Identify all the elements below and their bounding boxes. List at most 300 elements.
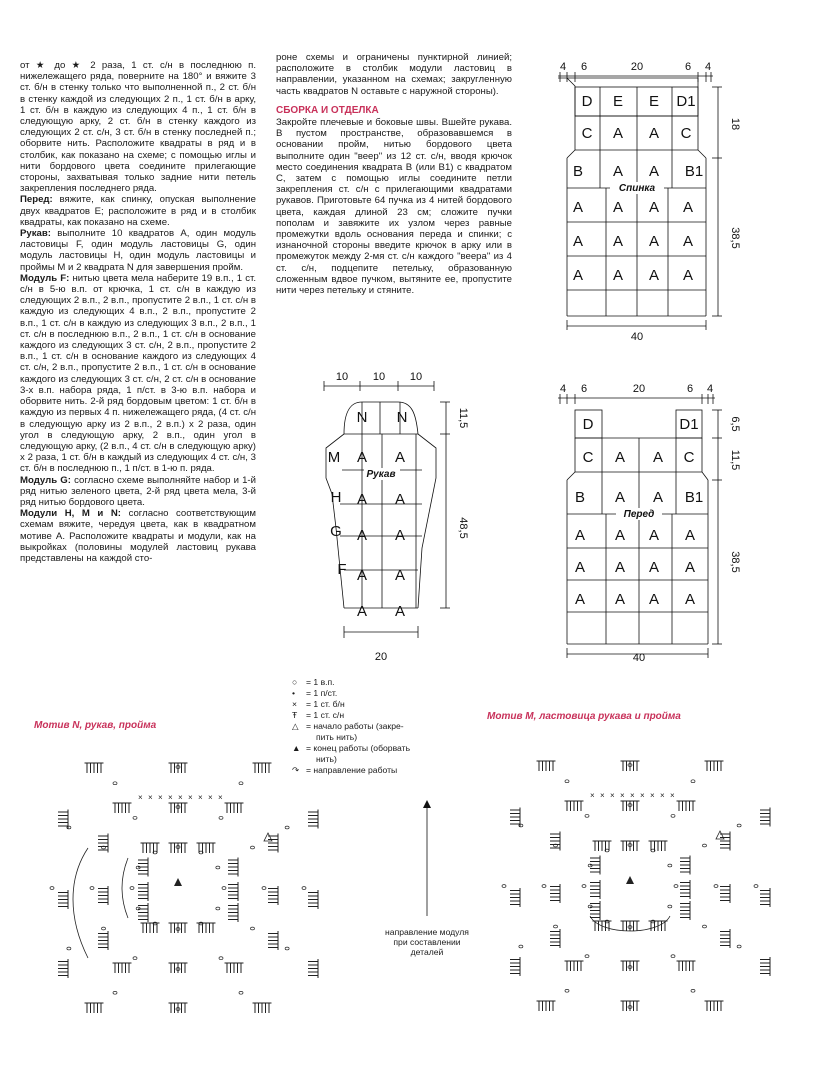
front-cell: A	[652, 448, 664, 466]
double-crochet-stitch	[621, 761, 626, 771]
double-crochet-stitch	[239, 963, 244, 973]
double-crochet-stitch	[621, 921, 626, 931]
double-crochet-stitch	[720, 846, 730, 851]
direction-note-line: при составлении	[393, 937, 461, 947]
double-crochet-stitch	[760, 822, 770, 827]
double-crochet-stitch	[228, 917, 238, 922]
module-f-text: нитью цвета мела наберите 19 в.п., 1 ст. с/н в 5-ю в.п. от крючка, 1 ст. с/н в каждую из следующих 2 в.п., 2 в.п., пропустите 2 в.п., 1 ст. с/н в каждую из следующих 4 в.п., 2 в.п., пропустите 2 в.п., 1 ст. с/н в каждую из следующих 3 в.п., 2 в.п., 1 ст. с/н в последнюю в.п., 2 в.п., 1 ст. с/н в основание каждого из следующих 3 ст. с/н, 2 в.п., пропустите 2 в.п., 1 ст. с/н в основание каждого из следующих 4 ст. с/н, 2 в.п., пропустите 2 в.п., 1 ст. с/н в основание каждого из следующих 3 ст. с/н, 2 ст. с/н в основание 3-х в.п. набора ряда, 1 п/ст. в 3-ю в.п. набора и оборвите нить. 2-й ряд бордовым цветом: 1 ст. б/н в каждую из первых 4 п. нижележащего ряда, (4 ст. с/н в следующую арку из 2 в.п., 2 в.п.) х 2 раза, один угол в следующую арку, 2 в.п., один угол в следующую арку, (2 в.п., 4 ст. с/н в следующую арку) х 2 раза, 1 ст. б/н в каждый из следующих 4 ст. с/н, 3 ст. б/н в последнюю п., 1 п/ст. в 1-ю п. ряда.	[20, 272, 257, 475]
front-label: Перед	[623, 509, 655, 520]
double-crochet-stitch	[183, 803, 188, 813]
paragraph-modules-hmn	[20, 508, 256, 564]
text-column-middle	[276, 52, 512, 296]
sleeve-side-label: G	[330, 522, 342, 540]
direction-arc	[122, 858, 128, 918]
double-crochet-stitch	[148, 923, 153, 933]
double-crochet-stitch	[95, 1003, 100, 1013]
motif-m-crochet-chart	[480, 736, 800, 1041]
double-crochet-stitch	[510, 961, 520, 966]
double-crochet-stitch	[760, 968, 770, 973]
double-crochet-stitch	[715, 761, 720, 771]
double-crochet-stitch	[720, 940, 730, 945]
double-crochet-stitch	[228, 882, 238, 887]
legend-symbol-double-crochet-icon: Ŧ	[292, 710, 298, 720]
double-crochet-stitch	[268, 844, 278, 849]
double-crochet-stitch	[712, 1001, 717, 1011]
double-crochet-stitch	[680, 866, 690, 871]
double-crochet-stitch	[680, 880, 690, 885]
double-crochet-stitch	[308, 963, 318, 968]
front-cell: A	[574, 526, 586, 544]
chain-stitch	[113, 991, 117, 994]
double-crochet-stitch	[267, 1003, 272, 1013]
double-crochet-stitch	[635, 1001, 640, 1011]
motif-m-title: Мотив M, ластовица рукава и пройма	[487, 711, 681, 722]
single-crochet-stitch: ×	[178, 793, 183, 802]
front-cell: A	[684, 526, 696, 544]
double-crochet-stitch	[232, 803, 237, 813]
back-cell: A	[612, 266, 624, 284]
chain-stitch	[671, 955, 675, 958]
back-top-dim-2: 6	[580, 61, 588, 73]
double-crochet-stitch	[225, 803, 230, 813]
legend-text: = начало работы (закре-	[306, 721, 404, 731]
double-crochet-stitch	[635, 841, 640, 851]
double-crochet-stitch	[720, 936, 730, 941]
double-crochet-stitch	[58, 890, 68, 895]
double-crochet-stitch	[708, 761, 713, 771]
double-crochet-stitch	[138, 886, 148, 891]
chain-stitch	[90, 887, 94, 890]
double-crochet-stitch	[308, 959, 318, 964]
back-top-dim-3: 20	[630, 61, 644, 73]
double-crochet-stitch	[663, 841, 668, 851]
double-crochet-stitch	[544, 1001, 549, 1011]
double-crochet-stitch	[550, 929, 560, 934]
double-crochet-stitch	[169, 963, 174, 973]
double-crochet-stitch	[568, 801, 573, 811]
double-crochet-stitch	[98, 848, 108, 853]
chain-stitch	[502, 885, 506, 888]
double-crochet-stitch	[99, 1003, 104, 1013]
double-crochet-stitch	[58, 966, 68, 971]
double-crochet-stitch	[211, 923, 216, 933]
double-crochet-stitch	[720, 888, 730, 893]
double-crochet-stitch	[228, 896, 238, 901]
direction-arc	[73, 848, 88, 958]
double-crochet-stitch	[98, 844, 108, 849]
double-crochet-stitch	[138, 917, 148, 922]
double-crochet-stitch	[138, 861, 148, 866]
paragraph-module-g	[20, 475, 256, 509]
double-crochet-stitch	[510, 888, 520, 893]
back-cell: C	[581, 124, 593, 142]
double-crochet-stitch	[308, 810, 318, 815]
double-crochet-stitch	[680, 891, 690, 896]
double-crochet-stitch	[141, 923, 146, 933]
chain-stitch	[133, 957, 137, 960]
double-crochet-stitch	[600, 841, 605, 851]
sleeve-right-dim-1: 11,5	[457, 407, 469, 429]
sleeve-pattern-diagram	[318, 368, 478, 673]
back-cell: A	[612, 124, 624, 142]
double-crochet-stitch	[593, 841, 598, 851]
double-crochet-stitch	[568, 961, 573, 971]
double-crochet-stitch	[116, 803, 121, 813]
double-crochet-stitch	[98, 945, 108, 950]
double-crochet-stitch	[550, 943, 560, 948]
double-crochet-stitch	[98, 900, 108, 905]
chain-stitch	[582, 885, 586, 888]
front-cell: A	[614, 590, 626, 608]
front-cell: A	[652, 488, 664, 506]
chain-stitch	[262, 887, 266, 890]
single-crochet-stitch: ×	[138, 793, 143, 802]
double-crochet-stitch	[544, 761, 549, 771]
double-crochet-stitch	[123, 803, 128, 813]
double-crochet-stitch	[677, 801, 682, 811]
double-crochet-stitch	[537, 761, 542, 771]
sleeve-cell: A	[356, 448, 368, 466]
double-crochet-stitch	[268, 893, 278, 898]
double-crochet-stitch	[715, 1001, 720, 1011]
single-crochet-stitch: ×	[188, 793, 193, 802]
double-crochet-stitch	[228, 889, 238, 894]
double-crochet-stitch	[58, 963, 68, 968]
double-crochet-stitch	[92, 763, 97, 773]
double-crochet-stitch	[308, 904, 318, 909]
double-crochet-stitch	[58, 813, 68, 818]
double-crochet-stitch	[58, 973, 68, 978]
double-crochet-stitch	[565, 801, 570, 811]
double-crochet-stitch	[253, 763, 258, 773]
chain-stitch	[674, 885, 678, 888]
front-cell: B1	[684, 488, 704, 506]
double-crochet-stitch	[211, 843, 216, 853]
chain-stitch	[691, 780, 695, 783]
chain-stitch	[668, 905, 672, 908]
chain-stitch	[302, 887, 306, 890]
double-crochet-stitch	[550, 832, 560, 837]
back-cell: A	[572, 198, 584, 216]
legend-text: нить)	[316, 754, 337, 764]
double-crochet-stitch	[720, 898, 730, 903]
front-cell: C	[683, 448, 695, 466]
legend-text: = 1 в.п.	[306, 677, 335, 687]
double-crochet-stitch	[228, 868, 238, 873]
modules-hmn-text: согласно соответствующим схемам вяжите, чередуя цвета, как в квадратном мотиве А. Расположите квадраты и модули, как на выкройках (половины модулей ластовиц рукава представлены на каждой сто-	[20, 508, 256, 564]
back-cell: A	[648, 162, 660, 180]
motif-n-title: Мотив N, рукав, пройма	[34, 720, 157, 731]
double-crochet-stitch	[590, 870, 600, 875]
double-crochet-stitch	[621, 801, 626, 811]
single-crochet-stitch: ×	[148, 793, 153, 802]
sleeve-cell: A	[394, 490, 406, 508]
double-crochet-stitch	[58, 894, 68, 899]
single-crochet-stitch: ×	[218, 793, 223, 802]
double-crochet-stitch	[228, 865, 238, 870]
chain-stitch	[702, 844, 706, 847]
double-crochet-stitch	[572, 801, 577, 811]
double-crochet-stitch	[98, 890, 108, 895]
motif-n-crochet-chart	[28, 738, 348, 1043]
back-cell: A	[572, 232, 584, 250]
double-crochet-stitch	[550, 940, 560, 945]
double-crochet-stitch	[183, 763, 188, 773]
chain-stitch	[565, 989, 569, 992]
double-crochet-stitch	[308, 890, 318, 895]
double-crochet-stitch	[58, 901, 68, 906]
chain-stitch	[585, 814, 589, 817]
legend-symbol-start-icon: △	[292, 721, 299, 731]
double-crochet-stitch	[691, 801, 696, 811]
section-heading-assembly: СБОРКА И ОТДЕЛКА	[276, 104, 379, 116]
chain-stitch	[219, 957, 223, 960]
legend-text: = 1 п/ст.	[306, 688, 338, 698]
double-crochet-stitch	[680, 856, 690, 861]
double-crochet-stitch	[253, 1003, 258, 1013]
sleeve-bottom-dim: 20	[374, 651, 388, 663]
double-crochet-stitch	[268, 938, 278, 943]
single-crochet-stitch: ×	[670, 791, 675, 800]
double-crochet-stitch	[705, 1001, 710, 1011]
double-crochet-stitch	[590, 856, 600, 861]
double-crochet-stitch	[590, 891, 600, 896]
chain-stitch	[737, 824, 741, 827]
double-crochet-stitch	[308, 966, 318, 971]
double-crochet-stitch	[510, 971, 520, 976]
double-crochet-stitch	[760, 811, 770, 816]
double-crochet-stitch	[550, 884, 560, 889]
double-crochet-stitch	[684, 961, 689, 971]
double-crochet-stitch	[268, 931, 278, 936]
double-crochet-stitch	[228, 858, 238, 863]
back-cell: A	[612, 232, 624, 250]
double-crochet-stitch	[687, 801, 692, 811]
double-crochet-stitch	[680, 884, 690, 889]
double-crochet-stitch	[590, 887, 600, 892]
legend-symbol-slip-stitch-icon: •	[292, 688, 296, 698]
front-cell: A	[684, 558, 696, 576]
double-crochet-stitch	[183, 843, 188, 853]
sleeve-top-dim-1: 10	[335, 371, 349, 383]
double-crochet-stitch	[169, 923, 174, 933]
double-crochet-stitch	[680, 870, 690, 875]
double-crochet-stitch	[138, 882, 148, 887]
double-crochet-stitch	[116, 963, 121, 973]
back-pattern-svg	[548, 58, 758, 348]
back-cell: A	[612, 162, 624, 180]
double-crochet-stitch	[760, 964, 770, 969]
double-crochet-stitch	[256, 763, 261, 773]
double-crochet-stitch	[575, 961, 580, 971]
double-crochet-stitch	[550, 839, 560, 844]
double-crochet-stitch	[680, 801, 685, 811]
paragraph-assembly: Закройте плечевые и боковые швы. Вшейте рукава. В пустом пространстве, образовавшемся в основании пройм, нитью бордового цвета выполните один "веер" из 12 ст. с/н, вводя крючок место соединения квадрата В (или В1) с квадратом С, затем с помощью иглы соедините петли закрепления ст. с/н с прилегающими квадратами рукавов. Приготовьте 64 пучка из 4 нитей бордового цвета, каждая длиной 23 см; сложите пучки пополам и завяжите их узлом через равные промежутки вдоль основания переда и спинки; с изнаночной стороны введите крючок в арку или в промежуток между 2-мя ст. с/н каждого "веера" из 4 ст. с/н, подцепите петельку, образованную сложенным вдвое пучком, вытяните ее, пропустите нити через петельку и стяните.	[276, 117, 512, 297]
chain-stitch	[250, 927, 254, 930]
chain-stitch	[102, 927, 106, 930]
double-crochet-stitch	[169, 763, 174, 773]
double-crochet-stitch	[98, 897, 108, 902]
double-crochet-stitch	[268, 886, 278, 891]
front-cell: A	[614, 488, 626, 506]
double-crochet-stitch	[268, 945, 278, 950]
double-crochet-stitch	[760, 818, 770, 823]
double-crochet-stitch	[308, 820, 318, 825]
double-crochet-stitch	[141, 843, 146, 853]
legend-item	[292, 710, 410, 721]
front-cell: D	[582, 415, 594, 433]
double-crochet-stitch	[719, 761, 724, 771]
double-crochet-stitch	[760, 902, 770, 907]
single-crochet-stitch: ×	[620, 791, 625, 800]
double-crochet-stitch	[228, 914, 238, 919]
double-crochet-stitch	[98, 886, 108, 891]
double-crochet-stitch	[58, 897, 68, 902]
back-top-dim-5: 4	[704, 61, 712, 73]
double-crochet-stitch	[228, 803, 233, 813]
double-crochet-stitch	[113, 963, 118, 973]
double-crochet-stitch	[183, 923, 188, 933]
double-crochet-stitch	[596, 841, 601, 851]
double-crochet-stitch	[228, 910, 238, 915]
double-crochet-stitch	[308, 901, 318, 906]
double-crochet-stitch	[98, 841, 108, 846]
double-crochet-stitch	[760, 895, 770, 900]
double-crochet-stitch	[308, 824, 318, 829]
double-crochet-stitch	[98, 837, 108, 842]
double-crochet-stitch	[207, 923, 212, 933]
double-crochet-stitch	[621, 961, 626, 971]
double-crochet-stitch	[148, 843, 153, 853]
double-crochet-stitch	[268, 942, 278, 947]
double-crochet-stitch	[88, 763, 93, 773]
double-crochet-stitch	[228, 903, 238, 908]
chain-stitch	[250, 846, 254, 849]
double-crochet-stitch	[510, 815, 520, 820]
front-right-dim-1: 6,5	[729, 416, 741, 432]
sleeve-cell: A	[394, 526, 406, 544]
legend-text: = направление работы	[306, 765, 398, 775]
double-crochet-stitch	[228, 907, 238, 912]
chain-stitch	[239, 991, 243, 994]
sleeve-right-dim-2: 48,5	[457, 517, 469, 539]
sleeve-side-label: M	[327, 448, 341, 466]
double-crochet-stitch	[575, 801, 580, 811]
double-crochet-stitch	[510, 899, 520, 904]
double-crochet-stitch	[268, 890, 278, 895]
chain-stitch	[113, 782, 117, 785]
double-crochet-stitch	[169, 843, 174, 853]
back-bottom-dim: 40	[630, 331, 644, 343]
double-crochet-stitch	[510, 822, 520, 827]
sleeve-cell: A	[394, 602, 406, 620]
front-top-dim-2: 6	[580, 383, 588, 395]
back-top-dim-1: 4	[559, 61, 567, 73]
double-crochet-stitch	[138, 893, 148, 898]
modules-hmn-label: Модули Н, М и N:	[20, 508, 121, 520]
sleeve-top-dim-3: 10	[409, 371, 423, 383]
double-crochet-stitch	[308, 970, 318, 975]
chain-stitch	[671, 814, 675, 817]
double-crochet-stitch	[138, 889, 148, 894]
double-crochet-stitch	[708, 1001, 713, 1011]
back-cell: E	[612, 92, 624, 110]
double-crochet-stitch	[540, 1001, 545, 1011]
double-crochet-stitch	[58, 959, 68, 964]
front-cell: A	[648, 526, 660, 544]
double-crochet-stitch	[510, 902, 520, 907]
double-crochet-stitch	[720, 929, 730, 934]
chain-stitch	[737, 945, 741, 948]
sleeve-label: Рукав	[366, 469, 396, 480]
double-crochet-stitch	[169, 803, 174, 813]
double-crochet-stitch	[579, 961, 584, 971]
back-cell: A	[682, 232, 694, 250]
double-crochet-stitch	[719, 1001, 724, 1011]
double-crochet-stitch	[550, 842, 560, 847]
double-crochet-stitch	[58, 820, 68, 825]
double-crochet-stitch	[267, 763, 272, 773]
double-crochet-stitch	[98, 893, 108, 898]
paragraph-pered	[20, 194, 256, 228]
single-crochet-stitch: ×	[650, 791, 655, 800]
double-crochet-stitch	[92, 1003, 97, 1013]
legend-symbol-direction-icon: ↷	[292, 765, 300, 775]
single-crochet-stitch: ×	[208, 793, 213, 802]
double-crochet-stitch	[510, 818, 520, 823]
double-crochet-stitch	[720, 884, 730, 889]
legend-item	[292, 699, 410, 710]
chain-stitch	[216, 907, 220, 910]
double-crochet-stitch	[680, 859, 690, 864]
front-cell: A	[648, 558, 660, 576]
back-cell: A	[682, 198, 694, 216]
sleeve-cell-n: N	[356, 408, 368, 426]
direction-arrow	[421, 800, 433, 923]
chain-stitch	[714, 885, 718, 888]
double-crochet-stitch	[510, 957, 520, 962]
double-crochet-stitch	[98, 931, 108, 936]
double-crochet-stitch	[680, 912, 690, 917]
back-cell: C	[680, 124, 692, 142]
chain-stitch	[219, 816, 223, 819]
double-crochet-stitch	[510, 968, 520, 973]
chain-stitch	[67, 947, 71, 950]
back-cell: A	[612, 198, 624, 216]
double-crochet-stitch	[98, 935, 108, 940]
double-crochet-stitch	[58, 970, 68, 975]
double-crochet-stitch	[98, 938, 108, 943]
double-crochet-stitch	[551, 761, 556, 771]
double-crochet-stitch	[99, 763, 104, 773]
double-crochet-stitch	[256, 1003, 261, 1013]
front-top-dim-3: 20	[632, 383, 646, 395]
back-cell: A	[648, 198, 660, 216]
back-cell: A	[648, 266, 660, 284]
chain-stitch	[702, 925, 706, 928]
chain-stitch	[554, 925, 558, 928]
double-crochet-stitch	[760, 892, 770, 897]
double-crochet-stitch	[687, 961, 692, 971]
back-cell: E	[648, 92, 660, 110]
chain-stitch	[585, 955, 589, 958]
rukav-label: Рукав:	[20, 228, 51, 240]
double-crochet-stitch	[760, 808, 770, 813]
double-crochet-stitch	[550, 835, 560, 840]
double-crochet-stitch	[590, 859, 600, 864]
paragraph-module-f	[20, 273, 256, 475]
chain-stitch	[565, 780, 569, 783]
